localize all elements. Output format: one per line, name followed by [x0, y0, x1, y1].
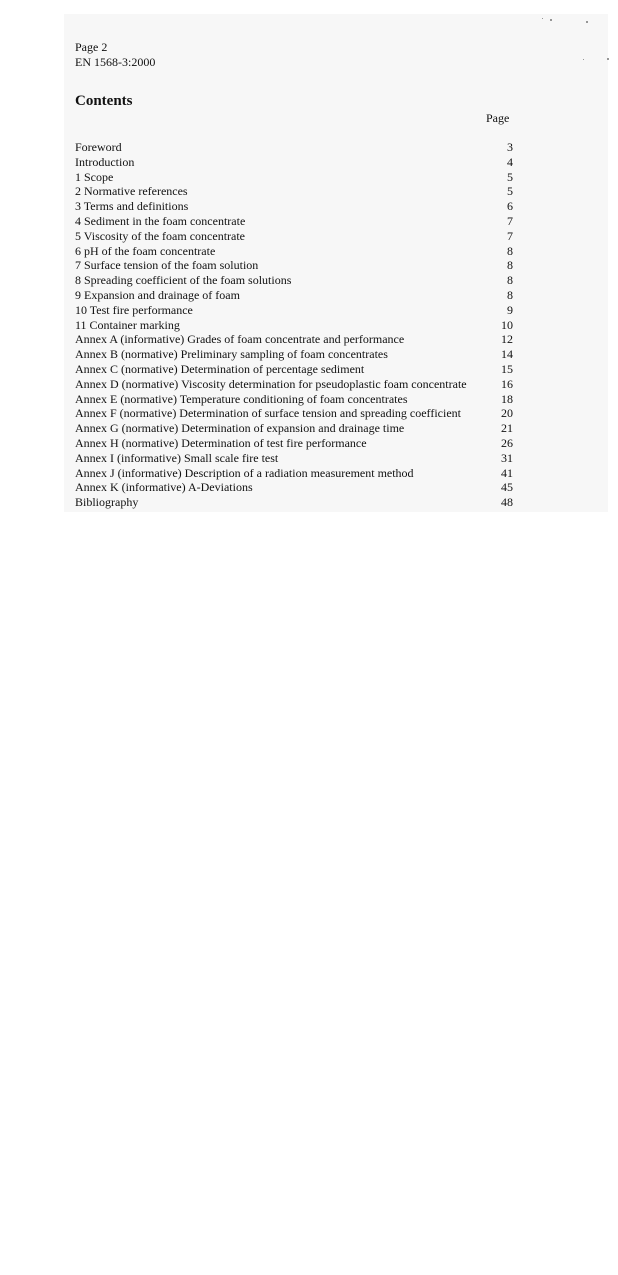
toc-entry[interactable]	[75, 258, 513, 273]
toc-entry-title: Foreword	[75, 140, 122, 154]
toc-entry[interactable]	[75, 377, 513, 392]
toc-entry-page: 45	[501, 480, 513, 495]
toc-entry-title: Annex C (normative) Determination of percentage sediment	[75, 361, 365, 376]
scan-speck	[583, 59, 584, 60]
toc-entry-page: 10	[501, 317, 513, 332]
toc-entry-page: 5	[507, 169, 513, 184]
toc-entry-page: 41	[501, 465, 513, 480]
toc-entry[interactable]	[75, 406, 513, 421]
toc-entry[interactable]	[75, 273, 513, 288]
toc-entry[interactable]	[75, 303, 513, 318]
document-id: EN 1568-3:2000	[75, 55, 156, 69]
toc-entry-page: 6	[507, 199, 513, 214]
toc-entry[interactable]	[75, 362, 513, 377]
toc-entry[interactable]	[75, 451, 513, 466]
toc-entry-title: 3 Terms and definitions	[75, 199, 189, 214]
toc-entry[interactable]	[75, 421, 513, 436]
toc-entry-title: Annex B (normative) Preliminary sampling of foam concentrates	[75, 347, 388, 362]
toc-entry-title: Annex F (normative) Determination of surface tension and spreading coefficient	[75, 406, 461, 421]
toc-entry[interactable]	[75, 436, 513, 451]
scan-speck	[586, 21, 588, 23]
toc-entry[interactable]	[75, 332, 513, 347]
toc-entry-title: Annex D (normative) Viscosity determination for pseudoplastic foam concentrate	[75, 376, 467, 391]
toc-entry[interactable]	[75, 244, 513, 259]
table-of-contents	[75, 140, 513, 510]
toc-entry-page: 15	[501, 361, 513, 376]
page-number-label: Page 2	[75, 40, 108, 54]
page-column-header: Page	[486, 111, 510, 125]
toc-entry-page: 14	[501, 347, 513, 362]
toc-entry-title: Annex K (informative) A-Deviations	[75, 480, 253, 495]
toc-entry[interactable]	[75, 140, 513, 155]
toc-entry-title: 5 Viscosity of the foam concentrate	[75, 228, 246, 243]
toc-entry-title: 2 Normative references	[75, 184, 188, 199]
toc-entry[interactable]	[75, 170, 513, 185]
toc-entry[interactable]	[75, 199, 513, 214]
toc-entry-page: 21	[501, 421, 513, 436]
scan-speck	[550, 19, 552, 21]
toc-entry-title: Annex I (informative) Small scale fire test	[75, 450, 279, 465]
toc-entry-page: 8	[507, 273, 513, 288]
toc-entry-page: 31	[501, 450, 513, 465]
toc-entry[interactable]	[75, 184, 513, 199]
toc-entry[interactable]	[75, 229, 513, 244]
toc-entry[interactable]	[75, 480, 513, 495]
toc-entry[interactable]	[75, 347, 513, 362]
toc-entry-page: 20	[501, 406, 513, 421]
toc-entry-page: 16	[501, 376, 513, 391]
toc-entry[interactable]	[75, 495, 513, 510]
toc-entry-page: 7	[507, 213, 513, 228]
toc-entry[interactable]	[75, 288, 513, 303]
toc-entry-page: 48	[501, 495, 513, 510]
toc-entry-page: 9	[507, 302, 513, 317]
toc-entry-title: Bibliography	[75, 495, 139, 510]
toc-entry[interactable]	[75, 318, 513, 333]
toc-entry[interactable]	[75, 392, 513, 407]
toc-entry-title: Annex H (normative) Determination of test fire performance	[75, 435, 367, 450]
toc-entry-page: 3	[507, 140, 513, 154]
toc-entry-title: 10 Test fire performance	[75, 302, 193, 317]
toc-entry-title: Annex J (informative) Description of a radiation measurement method	[75, 465, 414, 480]
toc-entry-page: 26	[501, 435, 513, 450]
toc-entry-page: 12	[501, 332, 513, 347]
toc-entry-title: 6 pH of the foam concentrate	[75, 243, 216, 258]
toc-entry-page: 5	[507, 184, 513, 199]
contents-title: Contents	[75, 93, 133, 109]
toc-entry-title: 8 Spreading coefficient of the foam solutions	[75, 273, 292, 288]
toc-entry-page: 8	[507, 258, 513, 273]
scan-speck	[607, 58, 609, 60]
toc-entry[interactable]	[75, 214, 513, 229]
toc-entry-page: 8	[507, 243, 513, 258]
toc-entry[interactable]	[75, 466, 513, 481]
toc-entry-title: Annex E (normative) Temperature conditioning of foam concentrates	[75, 391, 408, 406]
toc-entry-title: Introduction	[75, 154, 135, 169]
toc-entry-page: 7	[507, 228, 513, 243]
scan-speck	[542, 18, 543, 19]
toc-entry-page: 8	[507, 287, 513, 302]
toc-entry-title: 1 Scope	[75, 169, 114, 184]
toc-entry-title: 9 Expansion and drainage of foam	[75, 287, 240, 302]
toc-entry-title: 7 Surface tension of the foam solution	[75, 258, 259, 273]
toc-entry[interactable]	[75, 155, 513, 170]
toc-entry-title: 11 Container marking	[75, 317, 180, 332]
toc-entry-page: 4	[507, 154, 513, 169]
toc-entry-title: 4 Sediment in the foam concentrate	[75, 213, 246, 228]
toc-entry-title: Annex G (normative) Determination of expansion and drainage time	[75, 421, 405, 436]
toc-entry-title: Annex A (informative) Grades of foam concentrate and performance	[75, 332, 405, 347]
toc-entry-page: 18	[501, 391, 513, 406]
